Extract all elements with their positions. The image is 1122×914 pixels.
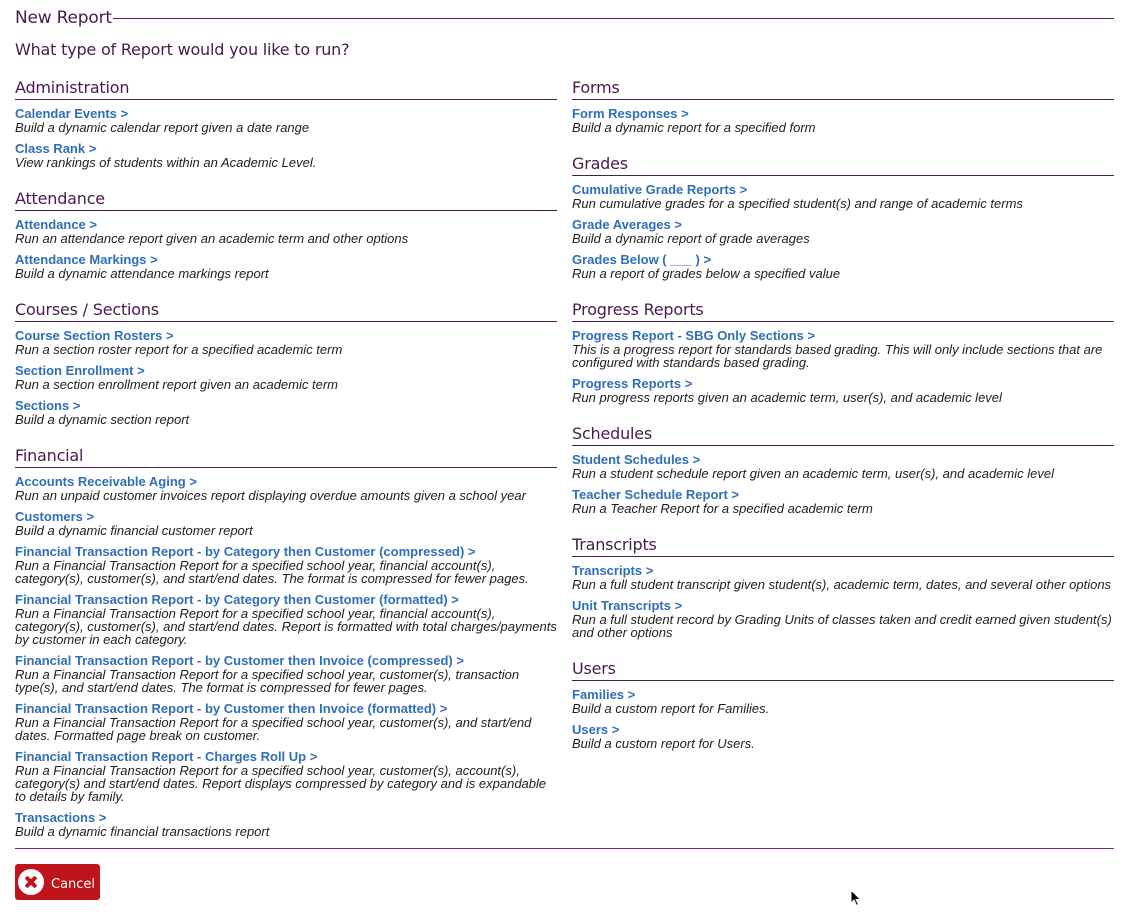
report-link-families[interactable]: Families >	[572, 687, 636, 702]
report-description: Run a Teacher Report for a specified academic term	[572, 501, 873, 516]
report-description: Run an attendance report given an academic term and other options	[15, 231, 409, 246]
header-divider	[113, 18, 1114, 19]
report-description: Run a Financial Transaction Report for a specified school year, customer(s), transaction type(s), and start/end dates. The format is compressed for fewer pages.	[15, 667, 520, 695]
report-link-form-responses[interactable]: Form Responses >	[572, 106, 689, 121]
report-link-progress-reports[interactable]: Progress Reports >	[572, 376, 693, 391]
report-link-attendance[interactable]: Attendance >	[15, 217, 97, 232]
report-item	[572, 599, 1114, 639]
section-title: Schedules	[572, 424, 1114, 446]
report-categories	[15, 78, 1114, 858]
report-link-cumulative-grade-reports[interactable]: Cumulative Grade Reports >	[572, 182, 748, 197]
report-link-financial-transaction-report-by-category-then-customer-formatted[interactable]: Financial Transaction Report - by Category then Customer (formatted) >	[15, 592, 459, 607]
section-courses-sections	[15, 300, 557, 426]
report-item	[572, 453, 1114, 480]
section-schedules	[572, 424, 1114, 515]
report-item	[15, 475, 557, 502]
report-link-student-schedules[interactable]: Student Schedules >	[572, 452, 701, 467]
report-link-course-section-rosters[interactable]: Course Section Rosters >	[15, 328, 174, 343]
report-link-customers[interactable]: Customers >	[15, 509, 95, 524]
report-description: Run a full student record by Grading Units of classes taken and credit earned given student(s) and other options	[572, 612, 1112, 640]
section-progress-reports	[572, 300, 1114, 404]
report-description: Run a full student transcript given student(s), academic term, dates, and several other options	[572, 577, 1112, 592]
report-item	[572, 688, 1114, 715]
report-description: Build a dynamic section report	[15, 412, 190, 427]
section-grades	[572, 154, 1114, 280]
section-title: Courses / Sections	[15, 300, 557, 322]
report-link-transcripts[interactable]: Transcripts >	[572, 563, 654, 578]
report-link-grades-below[interactable]: Grades Below ( ___ ) >	[572, 252, 712, 267]
report-link-progress-report-sbg-only-sections[interactable]: Progress Report - SBG Only Sections >	[572, 328, 816, 343]
report-item	[15, 811, 557, 838]
left-column	[15, 78, 557, 858]
report-item	[572, 183, 1114, 210]
report-link-teacher-schedule-report[interactable]: Teacher Schedule Report >	[572, 487, 740, 502]
report-link-unit-transcripts[interactable]: Unit Transcripts >	[572, 598, 683, 613]
report-item	[15, 654, 557, 694]
report-item	[15, 510, 557, 537]
report-item	[572, 218, 1114, 245]
report-description: Run a Financial Transaction Report for a specified school year, customer(s), account(s), category(s) and start/end dates. Report displays compressed by category and is expandable to details by family.	[15, 763, 547, 804]
report-description: Run progress reports given an academic term, user(s), and academic level	[572, 390, 1002, 405]
report-link-financial-transaction-report-charges-roll-up[interactable]: Financial Transaction Report - Charges Roll Up >	[15, 749, 318, 764]
report-description: Build a dynamic financial customer report	[15, 523, 253, 538]
report-link-financial-transaction-report-by-category-then-customer-compressed[interactable]: Financial Transaction Report - by Category then Customer (compressed) >	[15, 544, 476, 559]
report-item	[15, 750, 557, 803]
x-circle-icon	[18, 869, 44, 895]
report-description: Build a dynamic report for a specified form	[572, 120, 816, 135]
section-administration	[15, 78, 557, 169]
section-users	[572, 659, 1114, 750]
report-description: Build a custom report for Users.	[572, 736, 755, 751]
section-title: Financial	[15, 446, 557, 468]
report-item	[15, 364, 557, 391]
report-description: Run a student schedule report given an academic term, user(s), and academic level	[572, 466, 1054, 481]
section-title: Administration	[15, 78, 557, 100]
report-item	[15, 107, 557, 134]
section-transcripts	[572, 535, 1114, 639]
section-title: Users	[572, 659, 1114, 681]
report-item	[15, 253, 557, 280]
report-description: Build a dynamic financial transactions report	[15, 824, 270, 839]
cancel-button[interactable]	[15, 864, 100, 900]
report-link-attendance-markings[interactable]: Attendance Markings >	[15, 252, 158, 267]
footer-divider	[15, 848, 1114, 849]
report-description: Run a Financial Transaction Report for a specified school year, financial account(s), category(s), customer(s), and start/end dates. Report is formatted with total charges/payments by customer in each category.	[15, 606, 557, 647]
report-item	[15, 593, 557, 646]
section-attendance	[15, 189, 557, 280]
report-description: Run a Financial Transaction Report for a specified school year, customer(s), and start/end dates. Formatted page break on customer.	[15, 715, 532, 743]
report-description: Build a dynamic calendar report given a date range	[15, 120, 310, 135]
report-item	[572, 377, 1114, 404]
report-description: View rankings of students within an Academic Level.	[15, 155, 317, 170]
report-description: Build a dynamic report of grade averages	[572, 231, 810, 246]
section-financial	[15, 446, 557, 838]
report-item	[15, 399, 557, 426]
report-item	[572, 107, 1114, 134]
report-item	[15, 218, 557, 245]
report-link-sections[interactable]: Sections >	[15, 398, 81, 413]
section-title: Progress Reports	[572, 300, 1114, 322]
report-link-financial-transaction-report-by-customer-then-invoice-formatted[interactable]: Financial Transaction Report - by Customer then Invoice (formatted) >	[15, 701, 448, 716]
report-link-accounts-receivable-aging[interactable]: Accounts Receivable Aging >	[15, 474, 197, 489]
report-link-users[interactable]: Users >	[572, 722, 620, 737]
report-description: Build a custom report for Families.	[572, 701, 770, 716]
report-item	[572, 253, 1114, 280]
cancel-label: Cancel	[51, 876, 96, 892]
section-title: Attendance	[15, 189, 557, 211]
report-description: This is a progress report for standards based grading. This will only include sections that are configured with standards based grading.	[572, 342, 1103, 370]
report-item	[15, 545, 557, 585]
report-link-financial-transaction-report-by-customer-then-invoice-compressed[interactable]: Financial Transaction Report - by Customer then Invoice (compressed) >	[15, 653, 464, 668]
section-forms	[572, 78, 1114, 134]
page-title: New Report	[15, 8, 112, 28]
report-item	[572, 488, 1114, 515]
section-title: Grades	[572, 154, 1114, 176]
report-item	[15, 142, 557, 169]
report-item	[15, 702, 557, 742]
panel-header	[15, 0, 1114, 36]
section-title: Forms	[572, 78, 1114, 100]
report-link-grade-averages[interactable]: Grade Averages >	[572, 217, 682, 232]
report-item	[572, 329, 1114, 369]
report-description: Run an unpaid customer invoices report displaying overdue amounts given a school year	[15, 488, 526, 503]
report-item	[15, 329, 557, 356]
report-description: Run a Financial Transaction Report for a specified school year, financial account(s), category(s), customer(s), and start/end dates. The format is compressed for fewer pages.	[15, 558, 529, 586]
report-item	[572, 723, 1114, 750]
report-description: Run a section enrollment report given an academic term	[15, 377, 338, 392]
report-link-section-enrollment[interactable]: Section Enrollment >	[15, 363, 145, 378]
report-description: Run a section roster report for a specified academic term	[15, 342, 343, 357]
report-link-class-rank[interactable]: Class Rank >	[15, 141, 97, 156]
report-link-transactions[interactable]: Transactions >	[15, 810, 107, 825]
right-column	[572, 78, 1114, 858]
mouse-cursor-icon	[850, 889, 862, 907]
section-title: Transcripts	[572, 535, 1114, 557]
report-description: Run a report of grades below a specified value	[572, 266, 841, 281]
report-type-prompt: What type of Report would you like to run?	[15, 40, 350, 59]
report-description: Build a dynamic attendance markings report	[15, 266, 269, 281]
report-description: Run cumulative grades for a specified student(s) and range of academic terms	[572, 196, 1023, 211]
new-report-panel	[15, 0, 1114, 858]
report-item	[572, 564, 1114, 591]
report-link-calendar-events[interactable]: Calendar Events >	[15, 106, 129, 121]
